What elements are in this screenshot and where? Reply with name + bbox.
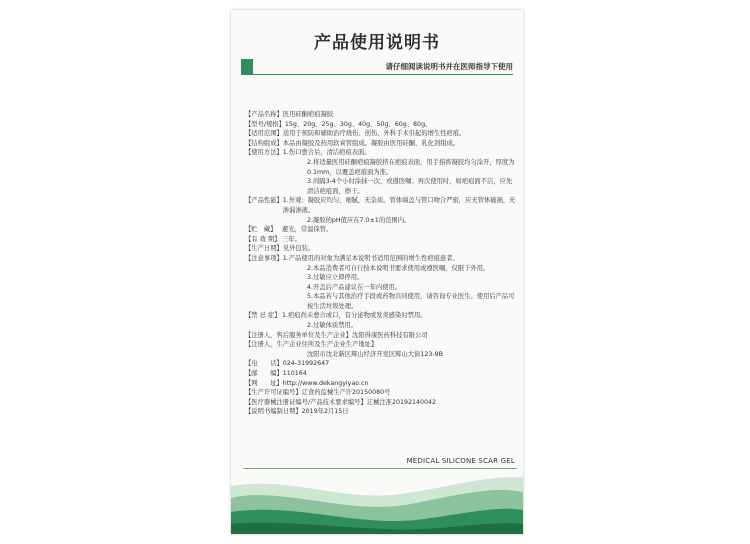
- field-label: [245, 350, 282, 360]
- field-label: [245, 283, 282, 293]
- field-label: 【网 址】: [245, 379, 283, 387]
- field-value: 三年。: [282, 235, 301, 243]
- field-row: [245, 350, 517, 360]
- field-row: [245, 216, 517, 226]
- field-label: 【说明书编制日期】: [245, 408, 302, 416]
- green-wave-decoration: [231, 472, 523, 534]
- field-value: 本品由凝胶及药用软膏管组成。凝胶由医用硅酮、乳化剂组成。: [282, 139, 460, 147]
- field-row: [245, 148, 517, 158]
- field-value: 医用硅酮疤痕凝胶: [282, 111, 334, 118]
- usage-notice: 请仔细阅读说明书并在医师指导下使用: [385, 62, 513, 71]
- field-row: [245, 244, 517, 254]
- field-value: [377, 340, 517, 350]
- field-value: 1.外观：凝胶应均匀、细腻，无杂质。管体端盖与管口吻合严密，应无管体破损，无渗漏渗液。: [282, 197, 516, 214]
- field-row: [245, 196, 517, 215]
- field-value: 110164: [282, 370, 307, 378]
- field-row: [245, 321, 517, 331]
- field-value: 辽械注准20192140042: [366, 398, 437, 406]
- field-row: [245, 359, 517, 369]
- field-row: [245, 369, 517, 379]
- field-value: 沈阳得康医药科技有限公司: [352, 331, 428, 339]
- header-underline: [253, 74, 513, 75]
- field-label: [245, 216, 282, 226]
- field-value: 避光，常温保管。: [282, 226, 333, 234]
- field-label: 【生产许可证编号】: [245, 389, 302, 397]
- field-row: [245, 407, 517, 417]
- field-label: 【注意事项】: [245, 254, 283, 262]
- field-row: [245, 139, 517, 149]
- instruction-leaflet: [231, 10, 523, 534]
- field-value: 1.疤痕尚未愈合或口，有分泌物或发炎感染时禁用。: [282, 312, 427, 320]
- green-accent-bar: [241, 59, 253, 75]
- field-row: [245, 273, 517, 283]
- field-row: [245, 264, 517, 274]
- field-value: 2.将适量医用硅酮疤痕凝胶挤在疤痕表面，用手指将凝胶均匀涂开，厚度为0.1mm，以覆盖疤痕面为准。: [307, 158, 515, 176]
- field-row: [245, 311, 517, 321]
- field-label: 【使用方法】: [245, 149, 283, 157]
- field-label: 【适用范围】: [245, 130, 283, 138]
- field-value: 3.间隔3-4个小时涂抹一次，或遵医嘱；再次使用时，如疤痕面不洁，应先清洁疤痕面，擦干。: [307, 178, 513, 195]
- field-value: 1.产品使用的对象为满足本说明书适用范围的增生性疤痕患者。: [282, 254, 459, 262]
- field-row: [245, 398, 517, 408]
- field-value: 2.过敏体质禁用。: [307, 322, 358, 330]
- field-row: [245, 129, 517, 139]
- field-row: [245, 177, 517, 196]
- field-value: 2.凝胶的pH值应在7.0±1的范围内。: [307, 216, 411, 224]
- field-value: 15g、20g、25g、30g、40g、50g、60g、80g。: [284, 120, 432, 128]
- field-row: [245, 158, 517, 177]
- field-label: [245, 158, 282, 177]
- field-label: 【电 话】: [245, 360, 283, 368]
- field-value: http://www.dekangyiyao.cn: [282, 379, 369, 387]
- field-label: 【产品性能】: [245, 197, 283, 205]
- field-label: [245, 264, 282, 274]
- field-value: 4.开盖后产品建议在一年内使用。: [307, 283, 402, 291]
- document-title: 产品使用说明书: [314, 33, 440, 53]
- field-label: [245, 273, 282, 283]
- field-row: [245, 331, 517, 341]
- field-label: 【禁 忌 症】: [245, 312, 281, 320]
- field-label: [245, 321, 282, 331]
- field-row: [245, 379, 517, 389]
- english-product-name: MEDICAL SILICONE SCAR GEL: [406, 457, 515, 465]
- field-row: [245, 225, 517, 235]
- field-row: [245, 110, 517, 120]
- footer-line: [243, 468, 517, 469]
- field-row: [245, 340, 517, 350]
- field-value: 2.本品消费者可自行按本说明书要求使用或遵医嘱，仅限于外用。: [307, 264, 490, 272]
- field-label: 【注册人、售后服务单位及生产企业】: [245, 331, 353, 339]
- field-label: 【产品名称】: [245, 111, 283, 118]
- field-row: [245, 254, 517, 264]
- field-value: 适用于预防和辅助治疗烧伤、创伤、外科手术引起的增生性疤痕。: [282, 130, 466, 138]
- field-label: 【贮 藏】: [245, 226, 277, 234]
- field-label: 【结构组成】: [245, 139, 283, 147]
- field-label: [245, 292, 282, 311]
- field-label: 【生产日期】: [245, 245, 283, 253]
- field-row: [245, 292, 517, 311]
- field-value: 024-31992647: [282, 360, 330, 368]
- field-row: [245, 283, 517, 293]
- field-list: [245, 110, 517, 417]
- field-value: 辽食药监械生产许20150080号: [301, 389, 391, 397]
- field-label: 【注册人、生产企业住所及生产企业生产地址】: [245, 341, 378, 349]
- field-value: 见外包装。: [282, 245, 315, 253]
- field-label: 【邮 编】: [245, 370, 283, 378]
- field-value: 5.本品若与其他治疗手段或药物共同使用，请咨询专业医生。使用后产品可按生活垃圾处理。: [307, 293, 515, 310]
- field-row: [245, 388, 517, 398]
- field-label: 【有 效 期】: [245, 235, 281, 243]
- field-value: 1.伤口愈合后，清洁疤痕表面。: [282, 149, 371, 157]
- field-value: 3.过敏应立即停用。: [307, 274, 364, 282]
- field-label: 【型号/规格】: [245, 120, 285, 128]
- field-value: 沈阳市沈北新区辉山经济开发区辉山大街123-9B: [307, 350, 443, 358]
- field-label: [245, 177, 282, 196]
- header-band: [241, 57, 513, 79]
- field-label: 【医疗器械注册证编号/产品技术要求编号】: [245, 398, 367, 406]
- field-row: [245, 120, 517, 130]
- field-row: [245, 235, 517, 245]
- field-value: 2019年2月15日: [301, 408, 349, 416]
